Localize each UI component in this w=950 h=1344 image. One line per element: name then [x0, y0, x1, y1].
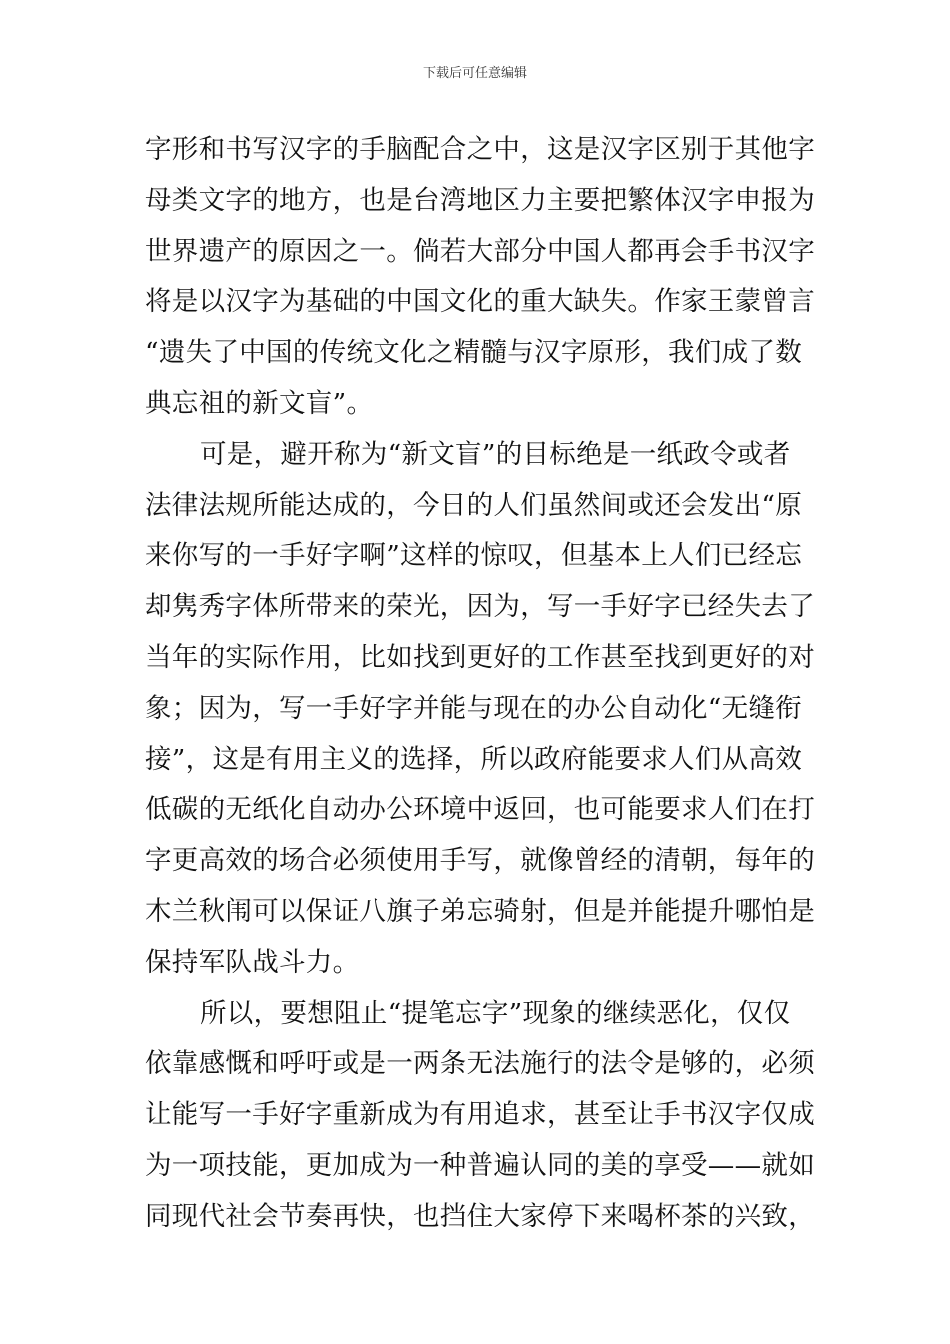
text-line: 象；因为，写一手好字并能与现在的办公自动化“无缝衔 — [145, 692, 803, 724]
text-line: 世界遗产的原因之一。倘若大部分中国人都再会手书汉字 — [145, 235, 815, 267]
text-line: 所以，要想阻止“提笔忘字”现象的继续恶化，仅仅 — [200, 997, 791, 1029]
text-line: 保持军队战斗力。 — [145, 946, 360, 978]
text-line: 来你写的一手好字啊”这样的惊叹，但基本上人们已经忘 — [145, 540, 803, 572]
text-line: 让能写一手好字重新成为有用追求，甚至让手书汉字仅成 — [145, 1099, 815, 1131]
text-line: 却隽秀字体所带来的荣光，因为，写一手好字已经失去了 — [145, 591, 815, 623]
paragraph — [145, 430, 815, 989]
text-line: 木兰秋闱可以保证八旗子弟忘骑射，但是并能提升哪怕是 — [145, 895, 815, 927]
text-line: 当年的实际作用，比如找到更好的工作甚至找到更好的对 — [145, 641, 815, 673]
document-body — [145, 125, 815, 1243]
text-line: 同现代社会节奏再快，也挡住大家停下来喝杯茶的兴致， — [145, 1200, 815, 1232]
text-line: 字形和书写汉字的手脑配合之中，这是汉字区别于其他字 — [145, 134, 815, 165]
text-line: 字更高效的场合必须使用手写，就像曾经的清朝，每年的 — [145, 845, 815, 877]
paragraph — [145, 125, 815, 430]
text-line: 可是，避开称为“新文盲”的目标绝是一纸政令或者 — [200, 438, 791, 470]
text-line: 典忘祖的新文盲”。 — [145, 387, 374, 419]
text-line: 为一项技能，更加成为一种普遍认同的美的享受——就如 — [145, 1149, 815, 1181]
page-header: 下载后可任意编辑 — [422, 66, 527, 81]
text-line: 低碳的无纸化自动办公环境中返回，也可能要求人们在打 — [145, 794, 815, 826]
text-line: 法律法规所能达成的，今日的人们虽然间或还会发出“原 — [145, 489, 803, 521]
paragraph — [145, 989, 815, 1243]
text-line: 将是以汉字为基础的中国文化的重大缺失。作家王蒙曾言 — [145, 286, 815, 318]
text-line: 母类文字的地方，也是台湾地区力主要把繁体汉字申报为 — [145, 184, 815, 216]
text-line: 接”，这是有用主义的选择，所以政府能要求人们从高效 — [145, 743, 803, 775]
text-line: “遗失了中国的传统文化之精髓与汉字原形，我们成了数 — [145, 337, 803, 369]
text-line: 依靠感慨和呼吁或是一两条无法施行的法令是够的，必须 — [145, 1048, 815, 1080]
